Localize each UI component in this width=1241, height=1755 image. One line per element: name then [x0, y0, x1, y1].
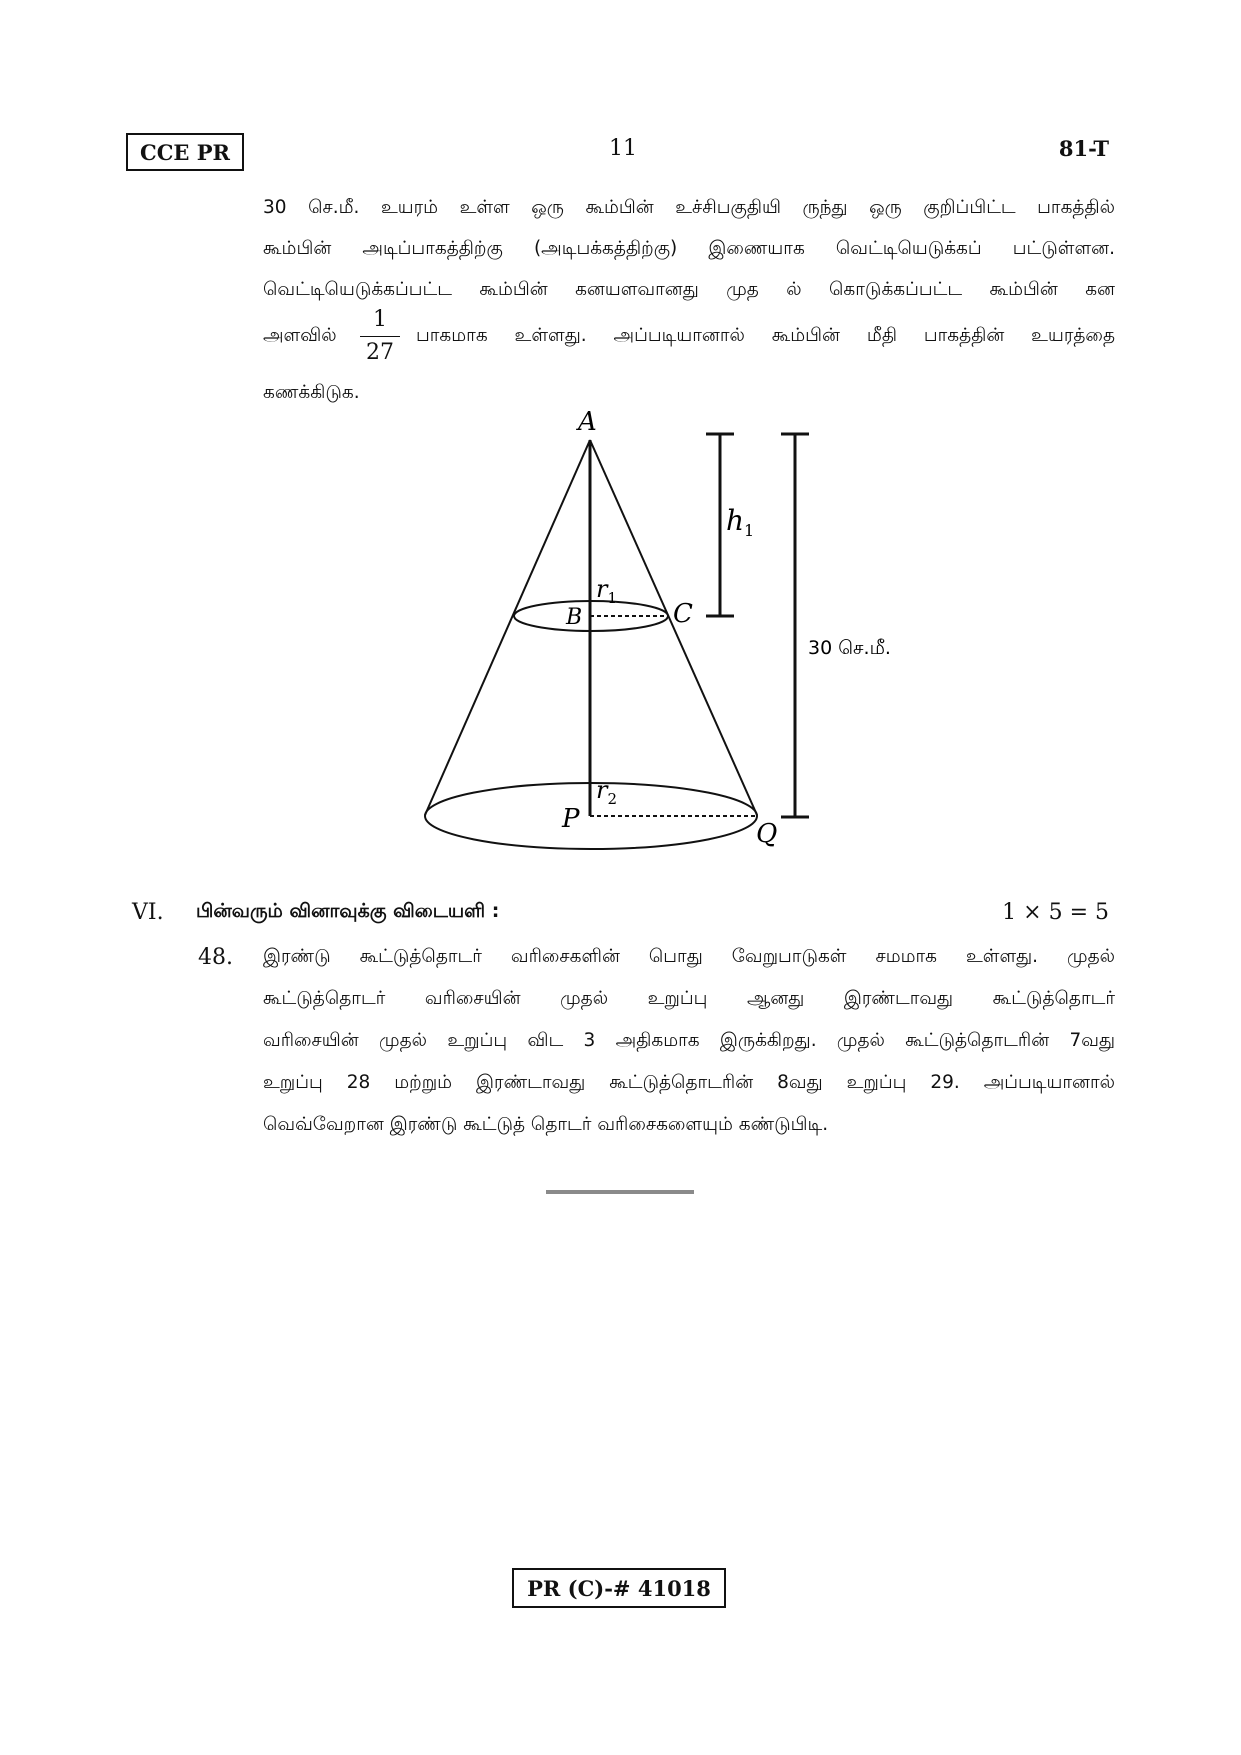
- r1-subscript: 1: [607, 589, 618, 607]
- q48-line-1: இரண்டு கூட்டுத்தொடர் வரிசைகளின் பொது வேறுபாடுகள் சமமாக உள்ளது. முதல்: [263, 946, 1115, 967]
- r2-subscript: 2: [607, 790, 618, 808]
- h1-letter: h: [726, 504, 745, 537]
- q48-number: 48.: [198, 945, 233, 970]
- label-h1: [726, 504, 754, 540]
- q47-line-4-after: பாகமாக உள்ளது. அப்படியானால் கூம்பின் மீதி பாகத்தின் உயரத்தை: [416, 325, 1115, 346]
- r1-letter: r: [596, 575, 608, 603]
- q47-line-5: கணக்கிடுக.: [263, 382, 360, 403]
- q47-line-2: கூம்பின் அடிப்பாகத்திற்கு (அடிபக்கத்திற்கு) இணையாக வெட்டியெடுக்கப் பட்டுள்ளன.: [263, 238, 1115, 259]
- section-marks: 1 × 5 = 5: [1002, 900, 1109, 925]
- section-title: பின்வரும் வினாவுக்கு விடையளி :: [196, 900, 500, 922]
- q48-line-2: கூட்டுத்தொடர் வரிசையின் முதல் உறுப்பு ஆனது இரண்டாவது கூட்டுத்தொடர்: [263, 988, 1115, 1009]
- q47-line-4-before: அளவில்: [263, 325, 337, 346]
- label-P: P: [562, 804, 580, 834]
- label-C: C: [673, 599, 693, 629]
- q48-line-4: உறுப்பு 28 மற்றும் இரண்டாவது கூட்டுத்தொடரின் 8வது உறுப்பு 29. அப்படியானால்: [263, 1072, 1115, 1093]
- fraction-denominator: 27: [366, 340, 394, 365]
- header-code: CCE PR: [140, 139, 230, 165]
- label-B: B: [566, 605, 583, 630]
- q47-line-1: 30 செ.மீ. உயரம் உள்ள ஒரு கூம்பின் உச்சிபகுதியி ருந்து ஒரு குறிப்பிட்ட பாகத்தில்: [263, 197, 1115, 218]
- fraction-numerator: 1: [373, 307, 387, 332]
- footer-code: PR (C)-# 41018: [527, 1575, 711, 1601]
- q48-line-5: வெவ்வேறான இரண்டு கூட்டுத் தொடர் வரிசைகளையும் கண்டுபிடி.: [263, 1114, 829, 1135]
- height-label: 30 செ.மீ.: [808, 637, 891, 659]
- section-number: VI.: [132, 900, 164, 925]
- label-r2: [596, 776, 617, 808]
- label-Q: Q: [756, 819, 778, 849]
- end-divider: [546, 1190, 694, 1194]
- paper-code: 81-T: [1058, 136, 1109, 161]
- page-number: 11: [609, 136, 637, 161]
- h1-subscript: 1: [744, 521, 755, 540]
- label-r1: [596, 575, 617, 607]
- label-A: A: [578, 407, 597, 437]
- footer-code-box: [512, 1568, 726, 1608]
- q48-line-3: வரிசையின் முதல் உறுப்பு விட 3 அதிகமாக இருக்கிறது. முதல் கூட்டுத்தொடரின் 7வது: [263, 1030, 1115, 1051]
- r2-letter: r: [596, 776, 608, 804]
- q47-line-3: வெட்டியெடுக்கப்பட்ட கூம்பின் கனயளவானது முத ல் கொடுக்கப்பட்ட கூம்பின் கன: [263, 279, 1115, 300]
